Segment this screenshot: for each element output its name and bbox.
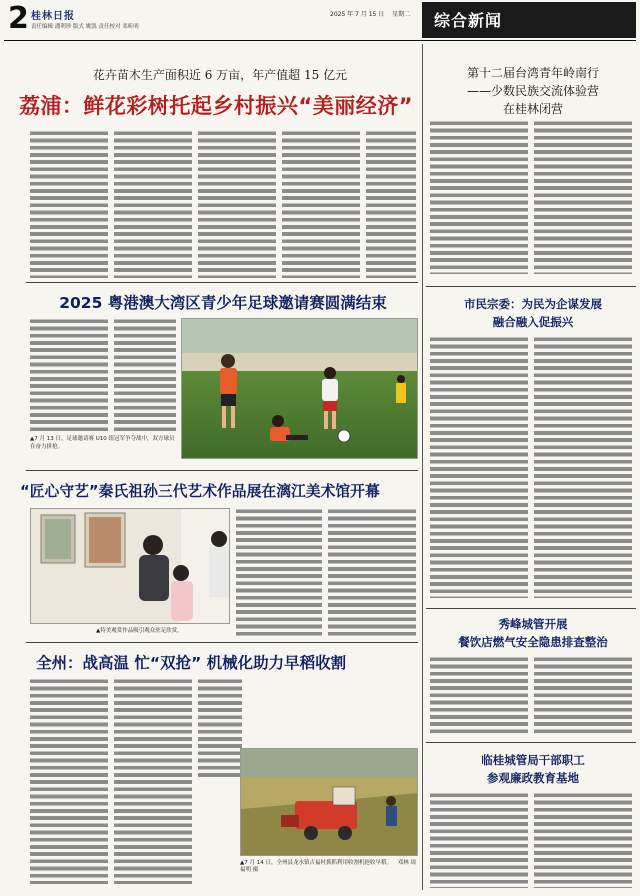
article5-headline-2: ——少数民族交流体验营 [466,84,599,98]
article6-headline-1: 市民宗委：为民为企谋发展 [464,297,602,311]
article4-col-3 [198,678,242,778]
main-column-divider [422,44,423,890]
article7-col-2 [534,656,632,736]
issue-date: 2025 年 7 月 15 日 [330,11,385,18]
article5-headline-1: 第十二届台湾青年岭南行 [466,66,599,80]
article1-col-5 [366,130,416,278]
dateline [330,9,410,18]
article8-headline-2: 参观廉政教育基地 [487,771,579,785]
article7-headline-1: 秀峰城管开展 [498,617,568,631]
article8-col-1 [430,792,528,888]
article1-headline: 荔浦：鲜花彩树托起乡村振兴“美丽经济” [18,94,414,118]
article4-col-1 [30,678,108,884]
article3-rule [26,642,418,643]
article6-headline-2: 融合融入促振兴 [492,315,574,329]
article5-col-1 [430,120,528,274]
article7-col-1 [430,656,528,736]
article3-col-1 [236,508,322,636]
article3-col-2 [328,508,416,636]
article4-col-2 [114,678,192,884]
football-photo-image [182,319,418,459]
article1-col-4 [282,130,360,278]
article6-col-2 [534,336,632,598]
article8-col-2 [534,792,632,888]
article2-col-2 [114,318,176,432]
harvest-photo-image [241,749,418,856]
article1-col-2 [114,130,192,278]
article1-kicker: 花卉苗木生产面积近 6 万亩，年产值超 15 亿元 [92,68,348,82]
article3-headline: “匠心守艺”秦氏祖孙三代艺术作品展在漓江美术馆开幕 [20,483,380,500]
exhibition-photo-image [31,509,230,624]
article2-rule [26,470,418,471]
article5-rule [426,286,636,287]
article8-headline-1: 临桂城管局干部职工 [481,753,585,767]
exhibition-photo [30,508,230,624]
exhibition-caption: ▲特美观赏作品吸引观众驻足欣赏。 [96,628,183,634]
article2-headline: 2025 粤港澳大湾区青少年足球邀请赛圆满结束 [59,294,387,312]
article7-headline-2: 餐饮店燃气安全隐患排查整治 [458,635,608,649]
article4-headline: 全州：战高温 忙“双抢” 机械化助力早稻收割 [36,654,347,672]
article6-rule [426,608,636,609]
article7-rule [426,742,636,743]
masthead-rule [4,40,636,41]
paper-name: 桂林日报 [31,11,75,22]
issue-weekday: 星期二 [392,11,411,18]
football-photo [181,318,418,459]
harvest-photo [240,748,418,856]
harvest-caption-text: ▲7 月 14 日，全州县龙水镇吉福村抓抓利用收割机抢收早稻。 [240,860,392,866]
harvest-caption [240,860,418,874]
staff-line: 责任编辑 潘利珍 版式 姚凯 责任校对 邓昕明 [31,24,139,30]
article1-rule [26,282,418,283]
harvest-credit: 邓林 周福明 摄 [240,860,416,873]
article5-headline-3: 在桂林闭营 [502,102,563,116]
football-caption: ▲7 月 13 日，足球邀请赛 U10 组冠军争夺战中，双方球员在奋力拼抢。 [30,436,175,450]
page-number: 2 [8,1,29,36]
article1-col-3 [198,130,276,278]
section-title: 综合新闻 [434,11,503,30]
article1-col-1 [30,130,108,278]
article2-col-1 [30,318,108,434]
article5-col-2 [534,120,632,274]
article6-col-1 [430,336,528,598]
